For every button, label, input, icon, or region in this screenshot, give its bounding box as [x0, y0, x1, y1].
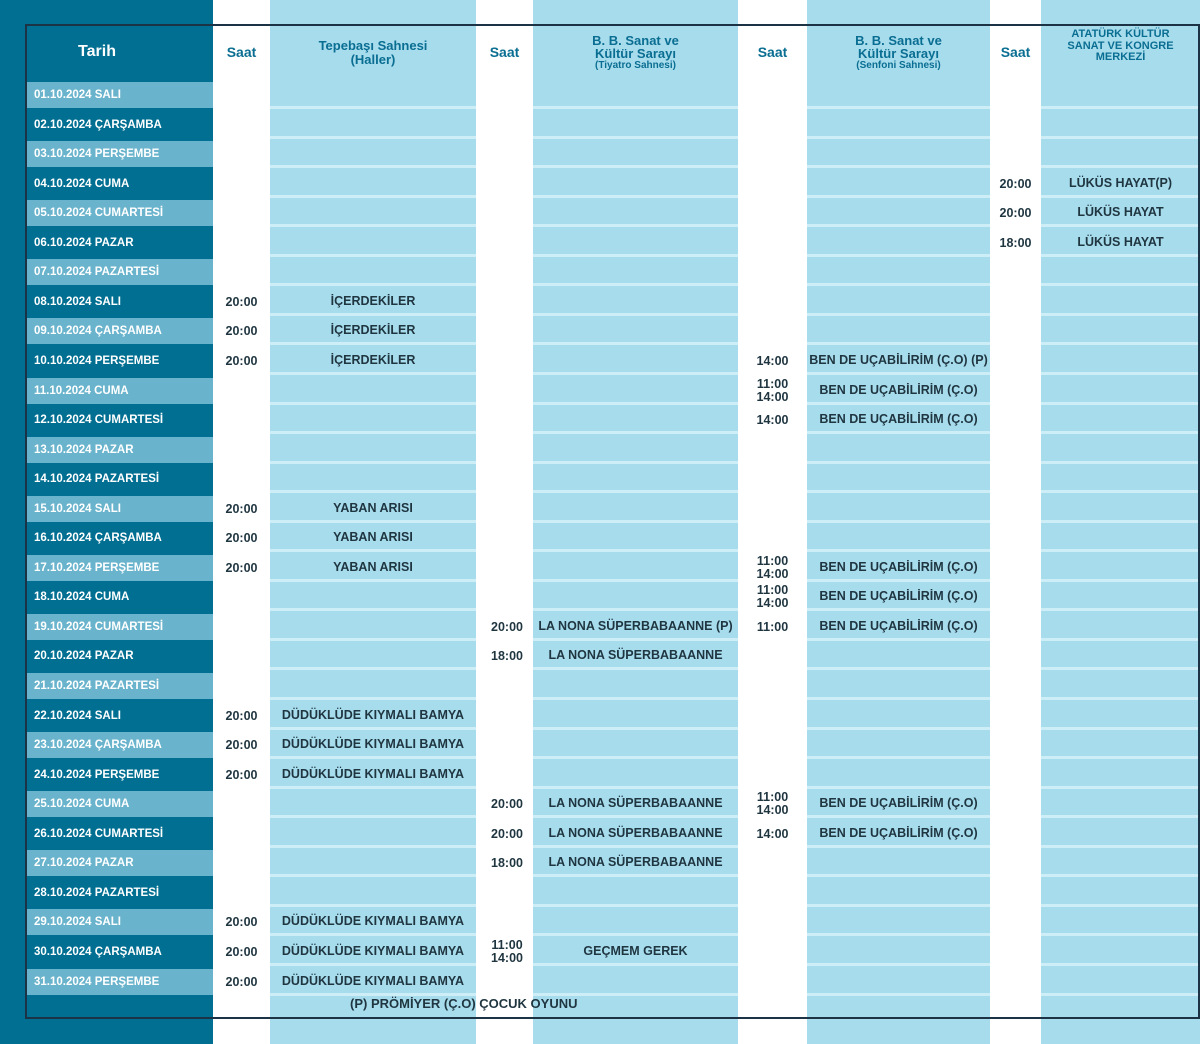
- row-separator: [807, 195, 990, 198]
- row-separator: [1041, 933, 1200, 936]
- tepebasi-show: YABAN ARISI: [333, 559, 413, 574]
- date-row: 02.10.2024 ÇARŞAMBA: [27, 112, 213, 138]
- senfoni-show: BEN DE UÇABİLİRİM (Ç.O): [819, 825, 978, 840]
- tepebasi-time: 20:00: [225, 560, 258, 575]
- row-separator: [807, 904, 990, 907]
- date-row: 13.10.2024 PAZAR: [27, 437, 213, 463]
- header-saat-label: Saat: [489, 44, 520, 61]
- row-separator: [270, 549, 476, 552]
- date-row: 08.10.2024 SALI: [27, 289, 213, 315]
- date-row: 16.10.2024 ÇARŞAMBA: [27, 525, 213, 551]
- row-separator: [533, 461, 738, 464]
- header-tiyatro-line2: Kültür Sarayı: [595, 46, 676, 62]
- row-separator: [533, 608, 738, 611]
- header-date-label: Tarih: [78, 43, 116, 61]
- tepebasi-time: 20:00: [225, 767, 258, 782]
- date-row: 06.10.2024 PAZAR: [27, 230, 213, 256]
- row-separator: [533, 106, 738, 109]
- row-separator: [1041, 697, 1200, 700]
- row-separator: [1041, 727, 1200, 730]
- row-separator: [807, 579, 990, 582]
- row-separator: [270, 461, 476, 464]
- tepebasi-show: DÜDÜKLÜDE KIYMALI BAMYA: [281, 973, 465, 988]
- row-separator: [533, 815, 738, 818]
- row-separator: [533, 431, 738, 434]
- senfoni-time: 14:00: [756, 353, 789, 368]
- row-separator: [807, 786, 990, 789]
- row-separator: [1041, 165, 1200, 168]
- date-row: 03.10.2024 PERŞEMBE: [27, 141, 213, 167]
- row-separator: [1041, 402, 1200, 405]
- row-separator: [270, 431, 476, 434]
- row-separator: [270, 845, 476, 848]
- row-separator: [270, 106, 476, 109]
- row-separator: [807, 933, 990, 936]
- row-separator: [807, 549, 990, 552]
- akm-show: LÜKÜS HAYAT: [1077, 234, 1164, 249]
- header-tiyatro-line3: (Tiyatro Sahnesi): [595, 59, 676, 71]
- tepebasi-time: 20:00: [225, 531, 258, 546]
- row-separator: [807, 520, 990, 523]
- row-separator: [533, 727, 738, 730]
- row-separator: [270, 727, 476, 730]
- row-separator: [807, 136, 990, 139]
- row-separator: [270, 963, 476, 966]
- senfoni-show: BEN DE UÇABİLİRİM (Ç.O) (P): [809, 352, 988, 367]
- row-separator: [270, 224, 476, 227]
- tiyatro-show: LA NONA SÜPERBABAANNE: [548, 648, 723, 663]
- date-row: 26.10.2024 CUMARTESİ: [27, 821, 213, 847]
- row-separator: [270, 874, 476, 877]
- row-separator: [270, 402, 476, 405]
- header-tepebasi-line2: (Haller): [350, 51, 396, 67]
- header-saat-label: Saat: [226, 44, 257, 61]
- row-separator: [1041, 963, 1200, 966]
- legend: (P) PRÖMİYER (Ç.O) ÇOCUK OYUNU: [350, 996, 578, 1011]
- date-row: 10.10.2024 PERŞEMBE: [27, 348, 213, 374]
- row-separator: [533, 874, 738, 877]
- tepebasi-time: 20:00: [225, 353, 258, 368]
- header-senfoni: [807, 24, 990, 81]
- row-separator: [533, 786, 738, 789]
- header-akm: [1041, 18, 1200, 75]
- row-separator: [1041, 461, 1200, 464]
- header-date: [27, 24, 167, 81]
- row-separator: [807, 165, 990, 168]
- row-separator: [1041, 283, 1200, 286]
- row-separator: [533, 579, 738, 582]
- senfoni-time: 14:00: [756, 413, 789, 428]
- row-separator: [807, 461, 990, 464]
- akm-time: 20:00: [999, 176, 1032, 191]
- senfoni-time: 11:00 14:00: [756, 553, 789, 581]
- row-separator: [270, 520, 476, 523]
- tiyatro-time: 20:00: [491, 826, 523, 841]
- row-separator: [807, 431, 990, 434]
- tepebasi-time: 20:00: [225, 974, 258, 989]
- header-tiyatro: [533, 24, 738, 81]
- row-separator: [807, 283, 990, 286]
- row-separator: [533, 283, 738, 286]
- row-separator: [1041, 342, 1200, 345]
- date-row: 30.10.2024 ÇARŞAMBA: [27, 939, 213, 965]
- row-separator: [270, 283, 476, 286]
- row-separator: [270, 136, 476, 139]
- tepebasi-time: 20:00: [225, 294, 258, 309]
- tepebasi-show: DÜDÜKLÜDE KIYMALI BAMYA: [281, 737, 465, 752]
- date-row: 28.10.2024 PAZARTESİ: [27, 880, 213, 906]
- row-separator: [1041, 638, 1200, 641]
- date-row: 17.10.2024 PERŞEMBE: [27, 555, 213, 581]
- row-separator: [807, 638, 990, 641]
- header-senfoni-line2: Kültür Sarayı: [858, 46, 939, 62]
- tepebasi-time: 20:00: [225, 708, 258, 723]
- row-separator: [270, 756, 476, 759]
- tepebasi-time: 20:00: [225, 324, 258, 339]
- row-separator: [270, 372, 476, 375]
- row-separator: [533, 402, 738, 405]
- tiyatro-show: GEÇMEM GEREK: [583, 943, 688, 958]
- akm-show: LÜKÜS HAYAT: [1077, 205, 1164, 220]
- senfoni-show: BEN DE UÇABİLİRİM (Ç.O): [819, 412, 978, 427]
- row-separator: [1041, 106, 1200, 109]
- row-separator: [1041, 815, 1200, 818]
- tepebasi-time: 20:00: [225, 944, 258, 959]
- row-separator: [533, 254, 738, 257]
- header-tiyatro-line1: B. B. Sanat ve: [592, 32, 679, 48]
- header-saat-tepebasi: [213, 24, 270, 81]
- tepebasi-time: 20:00: [225, 501, 258, 516]
- row-separator: [807, 490, 990, 493]
- date-row: 05.10.2024 CUMARTESİ: [27, 200, 213, 226]
- akm-time: 20:00: [999, 206, 1032, 221]
- header-saat-label: Saat: [1000, 44, 1031, 61]
- row-separator: [807, 402, 990, 405]
- date-row: 12.10.2024 CUMARTESİ: [27, 407, 213, 433]
- date-row: 29.10.2024 SALI: [27, 909, 213, 935]
- date-row: 15.10.2024 SALI: [27, 496, 213, 522]
- row-separator: [533, 756, 738, 759]
- header-akm-line3: MERKEZİ: [1095, 51, 1146, 64]
- date-row: 01.10.2024 SALI: [27, 82, 213, 108]
- row-separator: [807, 727, 990, 730]
- row-separator: [1041, 431, 1200, 434]
- date-row: 24.10.2024 PERŞEMBE: [27, 762, 213, 788]
- tepebasi-time: 20:00: [225, 738, 258, 753]
- row-separator: [1041, 254, 1200, 257]
- header-akm-line2: SANAT VE KONGRE: [1067, 39, 1174, 52]
- date-row: 19.10.2024 CUMARTESİ: [27, 614, 213, 640]
- row-separator: [270, 638, 476, 641]
- header-senfoni-line3: (Senfoni Sahnesi): [856, 59, 941, 71]
- date-row: 09.10.2024 ÇARŞAMBA: [27, 318, 213, 344]
- date-row: 23.10.2024 ÇARŞAMBA: [27, 732, 213, 758]
- tiyatro-time: 20:00: [491, 619, 523, 634]
- row-separator: [270, 667, 476, 670]
- header-saat-tiyatro: [476, 24, 533, 81]
- tiyatro-time: 11:00 14:00: [491, 937, 523, 965]
- tepebasi-show: İÇERDEKİLER: [330, 293, 416, 308]
- senfoni-show: BEN DE UÇABİLİRİM (Ç.O): [819, 589, 978, 604]
- row-separator: [807, 106, 990, 109]
- row-separator: [807, 697, 990, 700]
- tiyatro-show: LA NONA SÜPERBABAANNE: [548, 855, 723, 870]
- row-separator: [1041, 786, 1200, 789]
- row-separator: [1041, 756, 1200, 759]
- date-row: 18.10.2024 CUMA: [27, 584, 213, 610]
- senfoni-time: 11:00 14:00: [756, 790, 789, 818]
- row-separator: [1041, 993, 1200, 996]
- senfoni-show: BEN DE UÇABİLİRİM (Ç.O): [819, 796, 978, 811]
- header-senfoni-line1: B. B. Sanat ve: [855, 32, 942, 48]
- date-row: 11.10.2024 CUMA: [27, 378, 213, 404]
- row-separator: [533, 195, 738, 198]
- row-separator: [807, 342, 990, 345]
- row-separator: [1041, 579, 1200, 582]
- date-row: 31.10.2024 PERŞEMBE: [27, 969, 213, 995]
- header-saat-label: Saat: [757, 44, 788, 61]
- row-separator: [533, 904, 738, 907]
- date-row: 22.10.2024 SALI: [27, 703, 213, 729]
- row-separator: [1041, 136, 1200, 139]
- row-separator: [1041, 224, 1200, 227]
- row-separator: [533, 342, 738, 345]
- row-separator: [807, 608, 990, 611]
- senfoni-time: 11:00: [756, 619, 789, 634]
- row-separator: [533, 490, 738, 493]
- senfoni-time: 14:00: [756, 826, 789, 841]
- row-separator: [533, 667, 738, 670]
- senfoni-time: 11:00 14:00: [756, 583, 789, 611]
- row-separator: [270, 342, 476, 345]
- tepebasi-show: İÇERDEKİLER: [330, 352, 416, 367]
- row-separator: [270, 904, 476, 907]
- row-separator: [1041, 845, 1200, 848]
- row-separator: [1041, 549, 1200, 552]
- date-row: 04.10.2024 CUMA: [27, 171, 213, 197]
- row-separator: [1041, 313, 1200, 316]
- row-separator: [807, 845, 990, 848]
- row-separator: [807, 963, 990, 966]
- row-separator: [533, 549, 738, 552]
- tiyatro-show: LA NONA SÜPERBABAANNE: [548, 825, 723, 840]
- row-separator: [1041, 490, 1200, 493]
- row-separator: [270, 165, 476, 168]
- date-row: 21.10.2024 PAZARTESİ: [27, 673, 213, 699]
- row-separator: [533, 313, 738, 316]
- date-row: 25.10.2024 CUMA: [27, 791, 213, 817]
- tiyatro-time: 20:00: [491, 797, 523, 812]
- header-saat-akm: [990, 24, 1041, 81]
- senfoni-show: BEN DE UÇABİLİRİM (Ç.O): [819, 559, 978, 574]
- row-separator: [270, 579, 476, 582]
- header-tepebasi-line1: Tepebaşı Sahnesi: [318, 37, 428, 53]
- tiyatro-time: 18:00: [491, 856, 523, 871]
- date-row: 14.10.2024 PAZARTESİ: [27, 466, 213, 492]
- row-separator: [533, 963, 738, 966]
- tepebasi-show: DÜDÜKLÜDE KIYMALI BAMYA: [281, 914, 465, 929]
- row-separator: [1041, 520, 1200, 523]
- tepebasi-time: 20:00: [225, 915, 258, 930]
- row-separator: [807, 756, 990, 759]
- row-separator: [1041, 874, 1200, 877]
- row-separator: [270, 933, 476, 936]
- row-separator: [807, 667, 990, 670]
- tepebasi-show: İÇERDEKİLER: [330, 323, 416, 338]
- row-separator: [270, 786, 476, 789]
- tiyatro-show: LA NONA SÜPERBABAANNE (P): [538, 618, 733, 633]
- header-tepebasi: [270, 24, 476, 81]
- row-separator: [807, 224, 990, 227]
- tepebasi-show: YABAN ARISI: [333, 530, 413, 545]
- row-separator: [807, 815, 990, 818]
- tepebasi-show: DÜDÜKLÜDE KIYMALI BAMYA: [281, 943, 465, 958]
- row-separator: [533, 638, 738, 641]
- akm-time: 18:00: [999, 235, 1032, 250]
- date-row: 07.10.2024 PAZARTESİ: [27, 259, 213, 285]
- row-separator: [1041, 195, 1200, 198]
- row-separator: [270, 490, 476, 493]
- row-separator: [270, 815, 476, 818]
- row-separator: [533, 933, 738, 936]
- row-separator: [533, 520, 738, 523]
- tepebasi-show: DÜDÜKLÜDE KIYMALI BAMYA: [281, 766, 465, 781]
- row-separator: [533, 372, 738, 375]
- row-separator: [270, 608, 476, 611]
- senfoni-show: BEN DE UÇABİLİRİM (Ç.O): [819, 618, 978, 633]
- header-saat-senfoni: [738, 24, 807, 81]
- row-separator: [1041, 608, 1200, 611]
- row-separator: [270, 697, 476, 700]
- senfoni-time: 11:00 14:00: [756, 376, 789, 404]
- row-separator: [533, 136, 738, 139]
- row-separator: [807, 874, 990, 877]
- row-separator: [533, 845, 738, 848]
- row-separator: [270, 254, 476, 257]
- tiyatro-time: 18:00: [491, 649, 523, 664]
- row-separator: [1041, 667, 1200, 670]
- date-row: 20.10.2024 PAZAR: [27, 643, 213, 669]
- row-separator: [533, 697, 738, 700]
- senfoni-show: BEN DE UÇABİLİRİM (Ç.O): [819, 382, 978, 397]
- tiyatro-show: LA NONA SÜPERBABAANNE: [548, 796, 723, 811]
- akm-show: LÜKÜS HAYAT(P): [1068, 175, 1173, 190]
- tepebasi-show: DÜDÜKLÜDE KIYMALI BAMYA: [281, 707, 465, 722]
- row-separator: [533, 224, 738, 227]
- row-separator: [807, 254, 990, 257]
- row-separator: [807, 313, 990, 316]
- row-separator: [270, 313, 476, 316]
- row-separator: [1041, 372, 1200, 375]
- header-akm-line1: ATATÜRK KÜLTÜR: [1071, 28, 1170, 41]
- row-separator: [270, 195, 476, 198]
- row-separator: [533, 165, 738, 168]
- row-separator: [807, 372, 990, 375]
- date-row: 27.10.2024 PAZAR: [27, 850, 213, 876]
- tepebasi-show: YABAN ARISI: [333, 500, 413, 515]
- row-separator: [807, 993, 990, 996]
- row-separator: [1041, 904, 1200, 907]
